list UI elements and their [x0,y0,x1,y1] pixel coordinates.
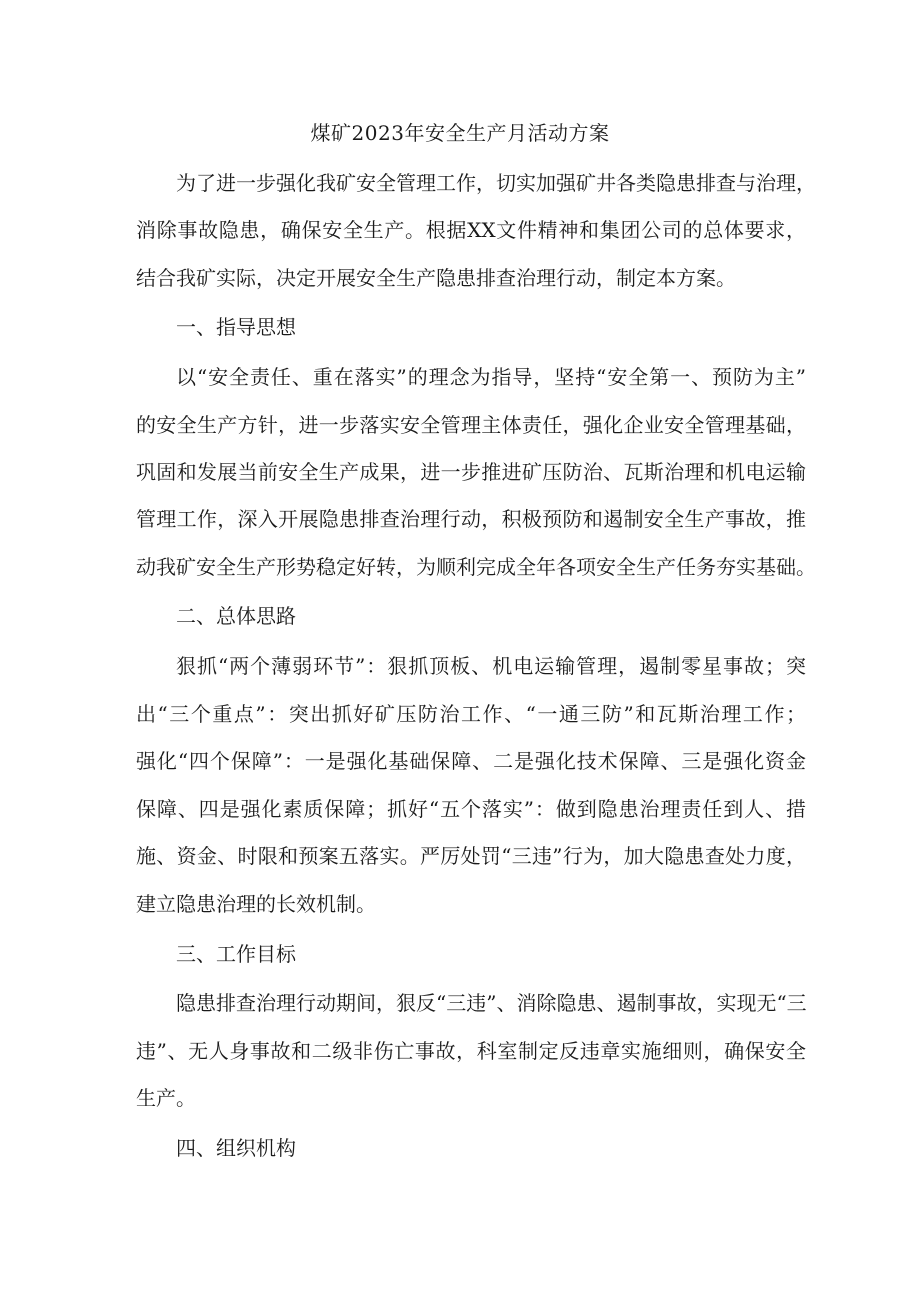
section-heading: 二、总体思路 [176,604,296,628]
paragraph-line: 强化“四个保障”：一是强化基础保障、二是强化技术保障、三是强化资金 [136,749,806,773]
paragraph-line: 动我矿安全生产形势稳定好转，为顺利完成全年各项安全生产任务夯实基础。 [136,555,816,579]
paragraph-line: 出“三个重点”：突出抓好矿压防治工作、“一通三防”和瓦斯治理工作； [136,702,806,726]
paragraph-line: 生产。 [136,1086,196,1110]
paragraph-line: 以“安全责任、重在落实”的理念为指导，坚持“安全第一、预防为主” [176,365,806,389]
paragraph-line: 施、资金、时限和预案五落实。严厉处罚“三违”行为，加大隐患查处力度， [136,844,806,868]
paragraph-line: 隐患排查治理行动期间，狠反“三违”、消除隐患、遏制事故，实现无“三 [176,991,807,1015]
paragraph-line: 违”、无人身事故和二级非伤亡事故，科室制定反违章实施细则，确保安全 [136,1039,806,1063]
section-heading: 三、工作目标 [176,942,296,966]
paragraph-line: 结合我矿实际，决定开展安全生产隐患排查治理行动，制定本方案。 [136,266,736,290]
paragraph-line: 巩固和发展当前安全生产成果，进一步推进矿压防治、瓦斯治理和机电运输 [136,460,806,484]
paragraph-line: 为了进一步强化我矿安全管理工作，切实加强矿井各类隐患排查与治理， [176,171,816,195]
section-heading: 四、组织机构 [176,1136,296,1160]
paragraph-line: 的安全生产方针，进一步落实安全管理主体责任，强化企业安全管理基础， [136,413,806,437]
paragraph-line: 建立隐患治理的长效机制。 [136,892,376,916]
document-title: 煤矿2023年安全生产月活动方案 [310,121,610,145]
paragraph-line: 狠抓“两个薄弱环节”：狠抓顶板、机电运输管理，遏制零星事故；突 [176,654,806,678]
section-heading: 一、指导思想 [176,315,296,339]
paragraph-line: 消除事故隐患，确保安全生产。根据XX文件精神和集团公司的总体要求， [136,218,806,242]
paragraph-line: 管理工作，深入开展隐患排查治理行动，积极预防和遏制安全生产事故，推 [136,507,806,531]
paragraph-line: 保障、四是强化素质保障；抓好“五个落实”：做到隐患治理责任到人、措 [136,797,806,821]
